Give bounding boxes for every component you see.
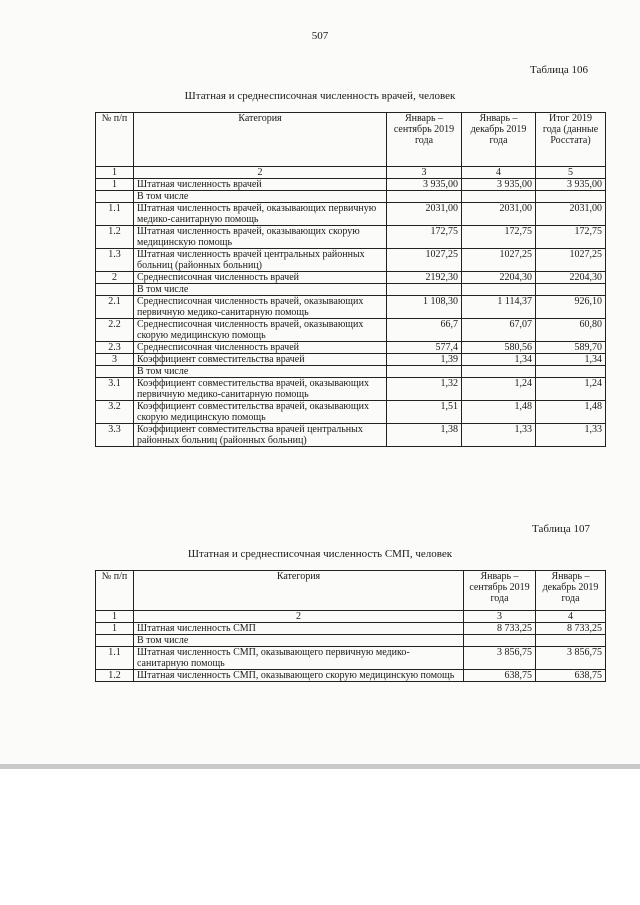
table-row	[96, 249, 606, 272]
row-number-cell: 1.2	[96, 226, 134, 249]
row-number-cell: 1.1	[96, 203, 134, 226]
value-cell: 3 856,75	[464, 647, 536, 670]
category-cell: Коэффициент совместительства врачей, оказывающих скорую медицинскую помощь	[134, 401, 387, 424]
row-number-cell	[96, 191, 134, 203]
value-cell: 1,34	[536, 354, 606, 366]
category-cell: Штатная численность врачей центральных районных больниц (районных больниц)	[134, 249, 387, 272]
value-cell	[536, 635, 606, 647]
row-number-cell: 1	[96, 179, 134, 191]
header-cell: Категория	[134, 571, 464, 611]
value-cell	[464, 635, 536, 647]
table-row	[96, 378, 606, 401]
value-cell: 1,51	[387, 401, 462, 424]
table-row	[96, 354, 606, 366]
value-cell	[462, 284, 536, 296]
value-cell: 1,38	[387, 424, 462, 447]
category-cell: Штатная численность врачей	[134, 179, 387, 191]
table-row	[96, 366, 606, 378]
category-cell: Штатная численность врачей, оказывающих первичную медико-санитарную помощь	[134, 203, 387, 226]
value-cell: 3 935,00	[387, 179, 462, 191]
column-number: 4	[462, 167, 536, 179]
table-row	[96, 623, 606, 635]
column-number: 1	[96, 167, 134, 179]
value-cell	[536, 366, 606, 378]
table-row	[96, 179, 606, 191]
category-cell: Штатная численность СМП, оказывающего скорую медицинскую помощь	[134, 670, 464, 682]
column-number: 3	[464, 611, 536, 623]
table-row	[96, 635, 606, 647]
header-cell: Январь – декабрь 2019 года	[536, 571, 606, 611]
column-number-row	[96, 167, 606, 179]
category-cell: Коэффициент совместительства врачей	[134, 354, 387, 366]
value-cell: 66,7	[387, 319, 462, 342]
category-cell: В том числе	[134, 635, 464, 647]
value-cell: 2031,00	[387, 203, 462, 226]
value-cell: 2031,00	[536, 203, 606, 226]
row-number-cell: 3.2	[96, 401, 134, 424]
value-cell	[536, 191, 606, 203]
value-cell: 3 856,75	[536, 647, 606, 670]
header-cell: Январь – сентябрь 2019 года	[464, 571, 536, 611]
category-cell: В том числе	[134, 366, 387, 378]
value-cell	[387, 284, 462, 296]
table-header-row	[96, 571, 606, 611]
value-cell	[387, 191, 462, 203]
row-number-cell	[96, 284, 134, 296]
table-row	[96, 284, 606, 296]
category-cell: Штатная численность СМП, оказывающего первичную медико-санитарную помощь	[134, 647, 464, 670]
value-cell: 172,75	[387, 226, 462, 249]
table-row	[96, 203, 606, 226]
row-number-cell: 1.3	[96, 249, 134, 272]
row-number-cell	[96, 366, 134, 378]
value-cell: 589,70	[536, 342, 606, 354]
row-number-cell: 3.3	[96, 424, 134, 447]
row-number-cell: 2	[96, 272, 134, 284]
column-number-row	[96, 611, 606, 623]
table-row	[96, 191, 606, 203]
header-cell: Январь – сентябрь 2019 года	[387, 113, 462, 167]
value-cell: 1,34	[462, 354, 536, 366]
value-cell: 3 935,00	[536, 179, 606, 191]
category-cell: В том числе	[134, 284, 387, 296]
value-cell: 1,39	[387, 354, 462, 366]
value-cell: 1 114,37	[462, 296, 536, 319]
column-number: 2	[134, 611, 464, 623]
column-number: 1	[96, 611, 134, 623]
table-row	[96, 272, 606, 284]
table-row	[96, 319, 606, 342]
value-cell: 2204,30	[536, 272, 606, 284]
table-row	[96, 424, 606, 447]
table-106-title: Штатная и среднесписочная численность врачей, человек	[184, 90, 456, 102]
category-cell: Коэффициент совместительства врачей центральных районных больниц (районных больниц)	[134, 424, 387, 447]
value-cell: 2192,30	[387, 272, 462, 284]
category-cell: Коэффициент совместительства врачей, оказывающих первичную медико-санитарную помощь	[134, 378, 387, 401]
value-cell	[462, 191, 536, 203]
page-number: 507	[311, 30, 329, 42]
row-number-cell: 1.2	[96, 670, 134, 682]
table-106-label: Таблица 106	[530, 64, 589, 76]
value-cell: 1,24	[536, 378, 606, 401]
value-cell: 172,75	[462, 226, 536, 249]
value-cell: 926,10	[536, 296, 606, 319]
scan-bottom-edge	[0, 764, 640, 769]
category-cell: Среднесписочная численность врачей, оказывающих скорую медицинскую помощь	[134, 319, 387, 342]
row-number-cell: 3.1	[96, 378, 134, 401]
value-cell: 1027,25	[462, 249, 536, 272]
value-cell: 8 733,25	[536, 623, 606, 635]
value-cell: 1027,25	[536, 249, 606, 272]
value-cell: 638,75	[536, 670, 606, 682]
row-number-cell: 2.1	[96, 296, 134, 319]
value-cell: 1,48	[462, 401, 536, 424]
row-number-cell: 1.1	[96, 647, 134, 670]
value-cell: 1,32	[387, 378, 462, 401]
column-number: 5	[536, 167, 606, 179]
header-cell: № п/п	[96, 113, 134, 167]
row-number-cell: 2.3	[96, 342, 134, 354]
table-107-label: Таблица 107	[532, 523, 591, 535]
table-row	[96, 226, 606, 249]
header-cell: Январь – декабрь 2019 года	[462, 113, 536, 167]
value-cell: 2031,00	[462, 203, 536, 226]
column-number: 3	[387, 167, 462, 179]
category-cell: Среднесписочная численность врачей, оказывающих первичную медико-санитарную помощь	[134, 296, 387, 319]
value-cell: 1,33	[536, 424, 606, 447]
value-cell: 1 108,30	[387, 296, 462, 319]
value-cell: 1,48	[536, 401, 606, 424]
table-row	[96, 647, 606, 670]
header-cell: № п/п	[96, 571, 134, 611]
table-row	[96, 296, 606, 319]
category-cell: Среднесписочная численность врачей	[134, 342, 387, 354]
row-number-cell: 3	[96, 354, 134, 366]
value-cell: 1027,25	[387, 249, 462, 272]
value-cell: 1,33	[462, 424, 536, 447]
category-cell: Штатная численность врачей, оказывающих скорую медицинскую помощь	[134, 226, 387, 249]
column-number: 4	[536, 611, 606, 623]
value-cell: 67,07	[462, 319, 536, 342]
value-cell: 1,24	[462, 378, 536, 401]
value-cell	[536, 284, 606, 296]
value-cell: 577,4	[387, 342, 462, 354]
column-number: 2	[134, 167, 387, 179]
table-header-row	[96, 113, 606, 167]
value-cell: 580,56	[462, 342, 536, 354]
value-cell	[462, 366, 536, 378]
table-row	[96, 342, 606, 354]
value-cell: 60,80	[536, 319, 606, 342]
table-row	[96, 401, 606, 424]
value-cell: 3 935,00	[462, 179, 536, 191]
table-106	[95, 112, 606, 447]
category-cell: Среднесписочная численность врачей	[134, 272, 387, 284]
category-cell: В том числе	[134, 191, 387, 203]
value-cell	[387, 366, 462, 378]
row-number-cell: 2.2	[96, 319, 134, 342]
value-cell: 172,75	[536, 226, 606, 249]
table-row	[96, 670, 606, 682]
header-cell: Итог 2019 года (данные Росстата)	[536, 113, 606, 167]
value-cell: 8 733,25	[464, 623, 536, 635]
value-cell: 638,75	[464, 670, 536, 682]
table-107	[95, 570, 606, 682]
table-107-title: Штатная и среднесписочная численность СМП, человек	[187, 548, 453, 560]
row-number-cell	[96, 635, 134, 647]
row-number-cell: 1	[96, 623, 134, 635]
category-cell: Штатная численность СМП	[134, 623, 464, 635]
header-cell: Категория	[134, 113, 387, 167]
value-cell: 2204,30	[462, 272, 536, 284]
